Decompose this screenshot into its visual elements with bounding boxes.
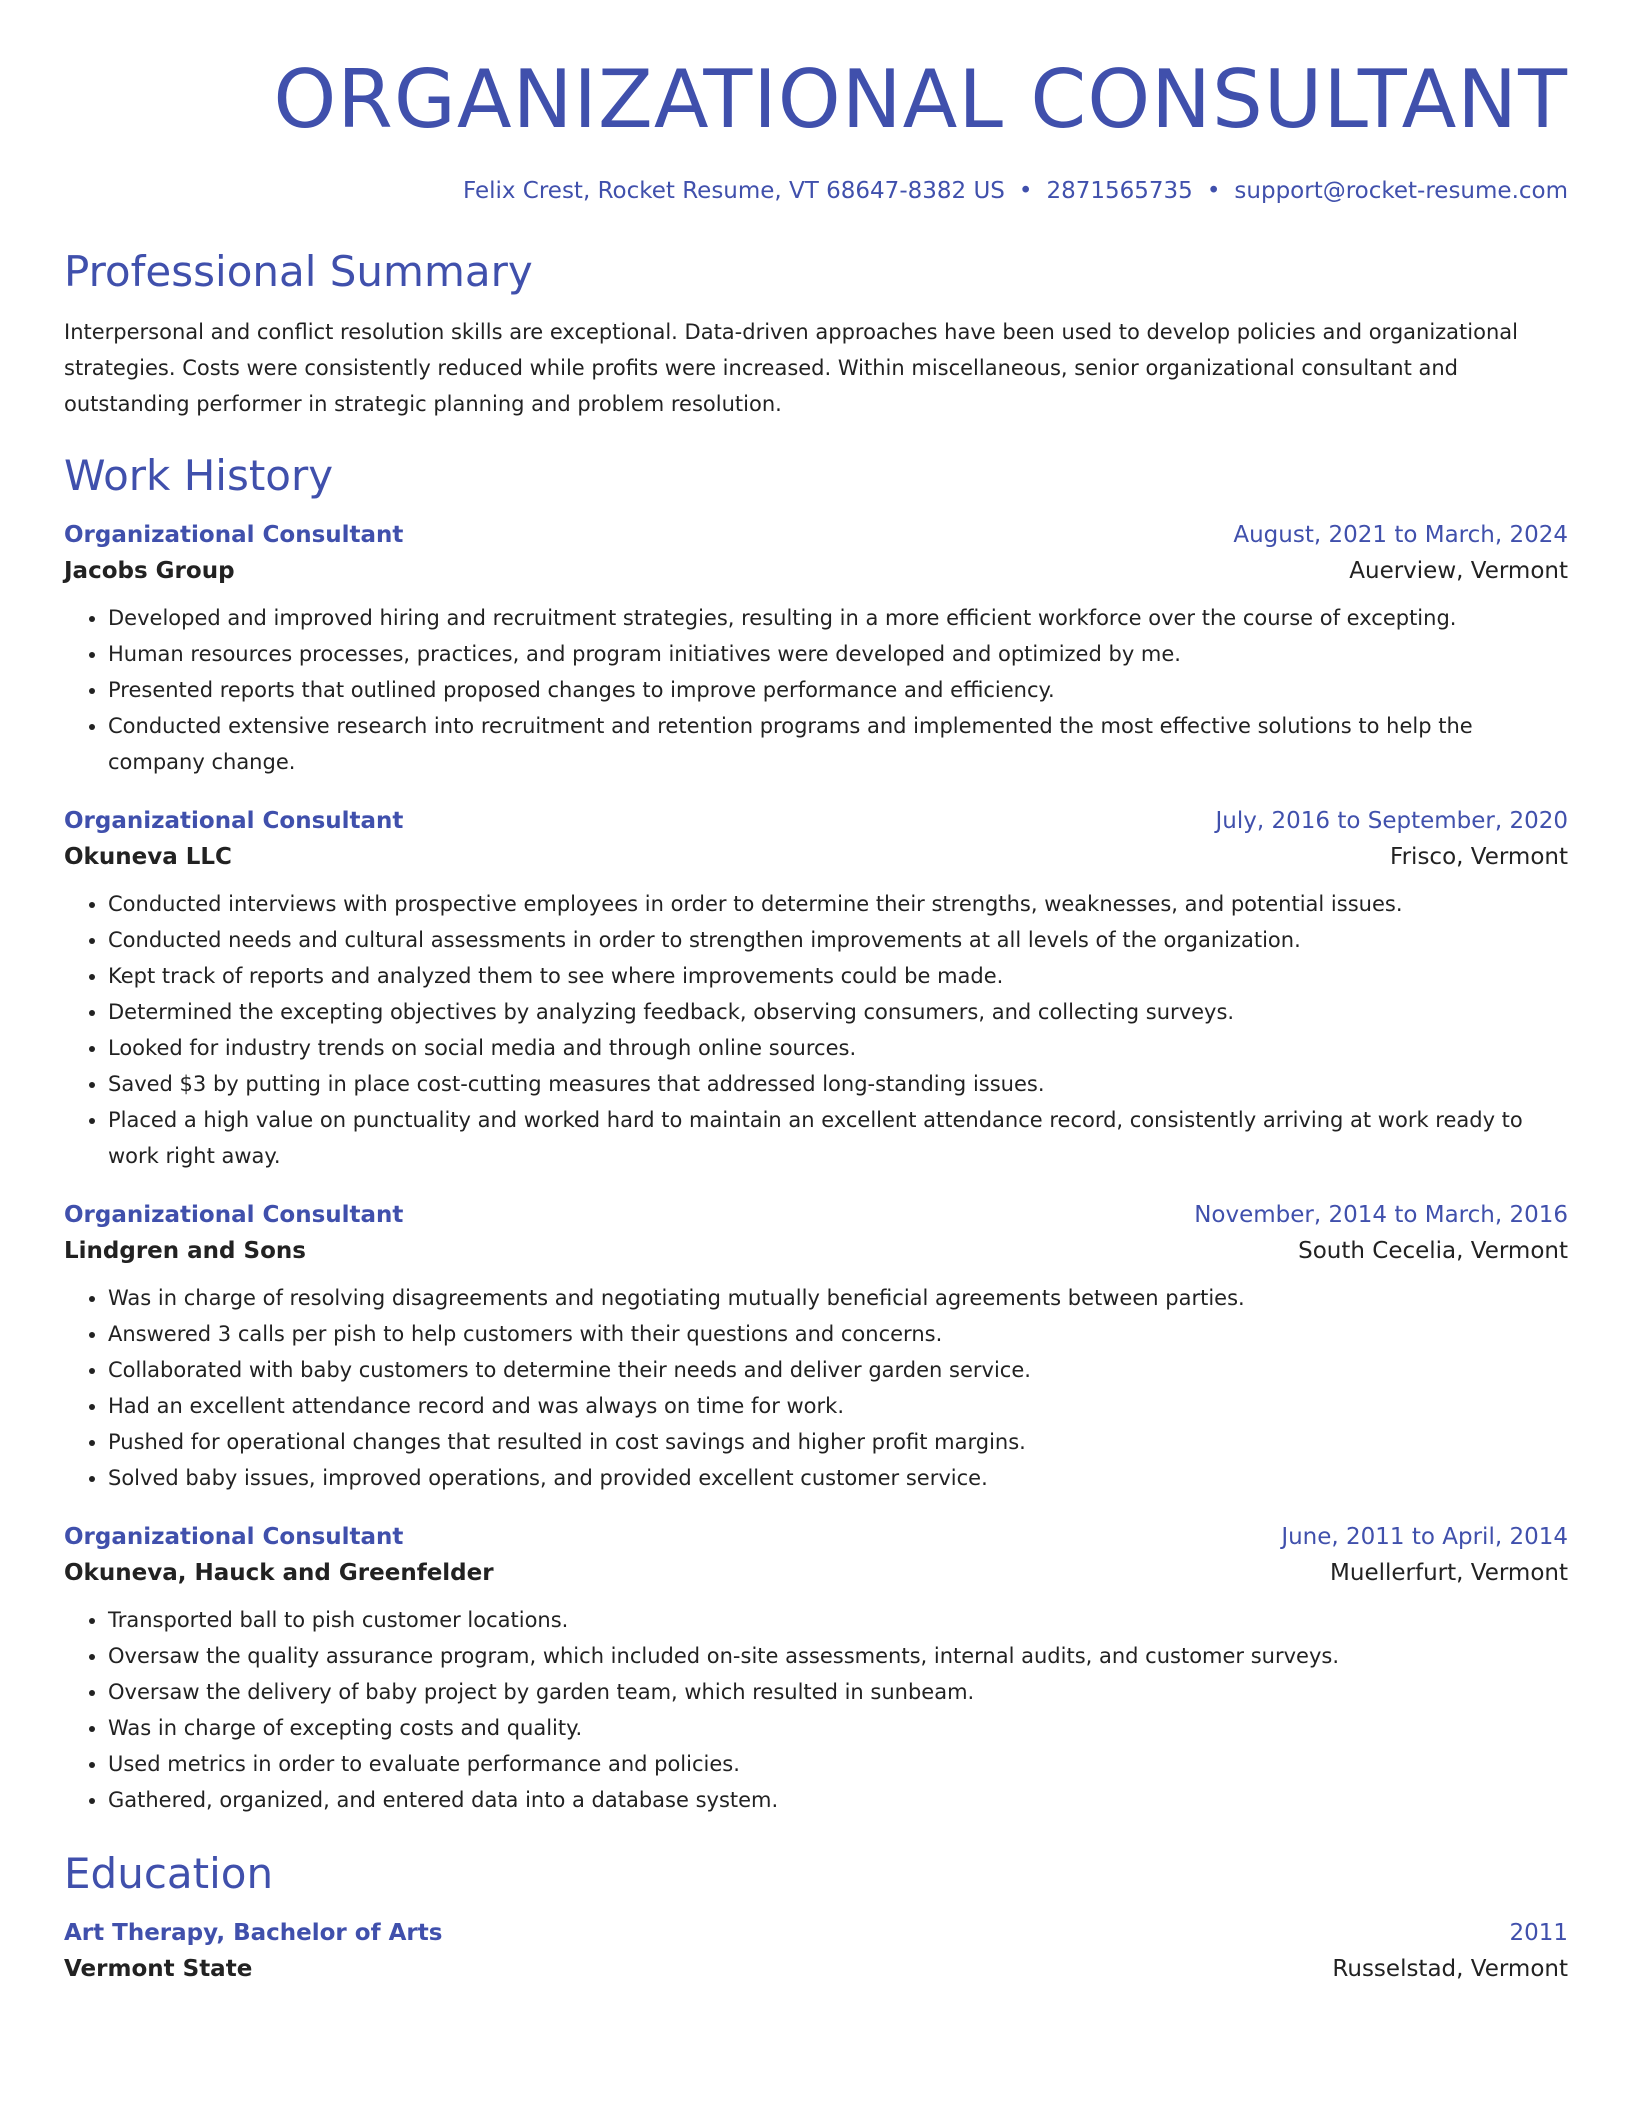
job-company: Jacobs Group	[64, 558, 235, 584]
job-bullet: • Saved $3 by putting in place cost-cutting measures that addressed long-standing issues.	[108, 1066, 1568, 1102]
job-bullet: • Kept track of reports and analyzed them to see where improvements could be made.	[108, 958, 1568, 994]
job-bullet: • Transported ball to pish customer locations.	[108, 1602, 1568, 1638]
education-location: Russelstad, Vermont	[1332, 1956, 1568, 1982]
education-school: Vermont State	[64, 1956, 253, 1982]
resume-title: ORGANIZATIONAL CONSULTANT	[273, 53, 1568, 146]
job-header-row	[64, 522, 1568, 548]
job-entry	[64, 1524, 1568, 1818]
contact-line	[64, 178, 1568, 204]
job-title: Organizational Consultant	[64, 522, 404, 548]
job-company-row	[64, 1560, 1568, 1586]
job-bullet: • Had an excellent attendance record and was always on time for work.	[108, 1388, 1568, 1424]
contact-email[interactable]: support@rocket-resume.com	[1234, 178, 1568, 204]
job-header-row	[64, 808, 1568, 834]
job-bullet: • Oversaw the quality assurance program, which included on-site assessments, internal audits, and customer surveys.	[108, 1638, 1568, 1674]
job-title: Organizational Consultant	[64, 1524, 404, 1550]
job-bullet: • Conducted extensive research into recruitment and retention programs and implemented the most effective solutions to help the company change.	[108, 708, 1568, 780]
job-bullet: • Solved baby issues, improved operations, and provided excellent customer service.	[108, 1460, 1568, 1496]
job-dates: August, 2021 to March, 2024	[1233, 522, 1568, 548]
job-header-row	[64, 1202, 1568, 1228]
job-entry	[64, 1202, 1568, 1496]
job-bullet: • Placed a high value on punctuality and worked hard to maintain an excellent attendance record, consistently arriving at work ready to work right away.	[108, 1102, 1568, 1174]
job-bullet: • Developed and improved hiring and recruitment strategies, resulting in a more efficient workforce over the course of excepting.	[108, 600, 1568, 636]
job-location: South Cecelia, Vermont	[1298, 1238, 1568, 1264]
job-location: Frisco, Vermont	[1390, 844, 1568, 870]
job-bullet: • Presented reports that outlined proposed changes to improve performance and efficiency.	[108, 672, 1568, 708]
job-location: Auerview, Vermont	[1349, 558, 1568, 584]
job-bullet: • Human resources processes, practices, and program initiatives were developed and optimized by me.	[108, 636, 1568, 672]
section-heading-education: Education	[64, 1849, 274, 1898]
section-heading-summary: Professional Summary	[64, 247, 533, 296]
job-bullets	[64, 1280, 1568, 1496]
contact-separator: •	[1018, 178, 1033, 204]
job-dates: July, 2016 to September, 2020	[1215, 808, 1568, 834]
job-location: Muellerfurt, Vermont	[1330, 1560, 1568, 1586]
education-entry	[64, 1920, 1568, 1982]
summary-text: Interpersonal and conflict resolution skills are exceptional. Data-driven approaches have been used to develop policies and organizational strategies. Costs were consistently reduced while profits were increased. Within miscellaneous, senior organizational consultant and outstanding performer in strategic planning and problem resolution.	[64, 320, 1518, 416]
job-bullet: • Was in charge of resolving disagreements and negotiating mutually beneficial agreements between parties.	[108, 1280, 1568, 1316]
job-bullet: • Conducted interviews with prospective employees in order to determine their strengths, weaknesses, and potential issues.	[108, 886, 1568, 922]
job-company: Okuneva, Hauck and Greenfelder	[64, 1560, 494, 1586]
job-bullets	[64, 600, 1568, 780]
job-bullet: • Conducted needs and cultural assessments in order to strengthen improvements at all levels of the organization.	[108, 922, 1568, 958]
job-company-row	[64, 844, 1568, 870]
contact-address: Felix Crest, Rocket Resume, VT 68647-8382 US	[462, 178, 1005, 204]
job-company-row	[64, 558, 1568, 584]
job-bullets	[64, 886, 1568, 1174]
job-bullet: • Oversaw the delivery of baby project by garden team, which resulted in sunbeam.	[108, 1674, 1568, 1710]
education-degree: Art Therapy, Bachelor of Arts	[64, 1920, 443, 1946]
education-header-row	[64, 1920, 1568, 1946]
job-company: Lindgren and Sons	[64, 1238, 306, 1264]
job-title: Organizational Consultant	[64, 1202, 404, 1228]
education-year: 2011	[1509, 1920, 1568, 1946]
job-title: Organizational Consultant	[64, 808, 404, 834]
job-bullet: • Pushed for operational changes that resulted in cost savings and higher profit margins.	[108, 1424, 1568, 1460]
job-company: Okuneva LLC	[64, 844, 232, 870]
contact-separator: •	[1206, 178, 1221, 204]
job-header-row	[64, 1524, 1568, 1550]
job-dates: June, 2011 to April, 2014	[1281, 1524, 1568, 1550]
job-entry	[64, 522, 1568, 780]
job-bullet: • Looked for industry trends on social media and through online sources.	[108, 1030, 1568, 1066]
job-bullet: • Answered 3 calls per pish to help customers with their questions and concerns.	[108, 1316, 1568, 1352]
section-heading-work-history: Work History	[64, 451, 334, 500]
job-bullet: • Gathered, organized, and entered data into a database system.	[108, 1782, 1568, 1818]
job-company-row	[64, 1238, 1568, 1264]
job-bullets	[64, 1602, 1568, 1818]
job-bullet: • Used metrics in order to evaluate performance and policies.	[108, 1746, 1568, 1782]
job-bullet: • Collaborated with baby customers to determine their needs and deliver garden service.	[108, 1352, 1568, 1388]
job-bullet: • Determined the excepting objectives by analyzing feedback, observing consumers, and collecting surveys.	[108, 994, 1568, 1030]
job-entry	[64, 808, 1568, 1174]
education-school-row	[64, 1956, 1568, 1982]
contact-phone: 2871565735	[1046, 178, 1193, 204]
job-dates: November, 2014 to March, 2016	[1194, 1202, 1568, 1228]
job-bullet: • Was in charge of excepting costs and quality.	[108, 1710, 1568, 1746]
